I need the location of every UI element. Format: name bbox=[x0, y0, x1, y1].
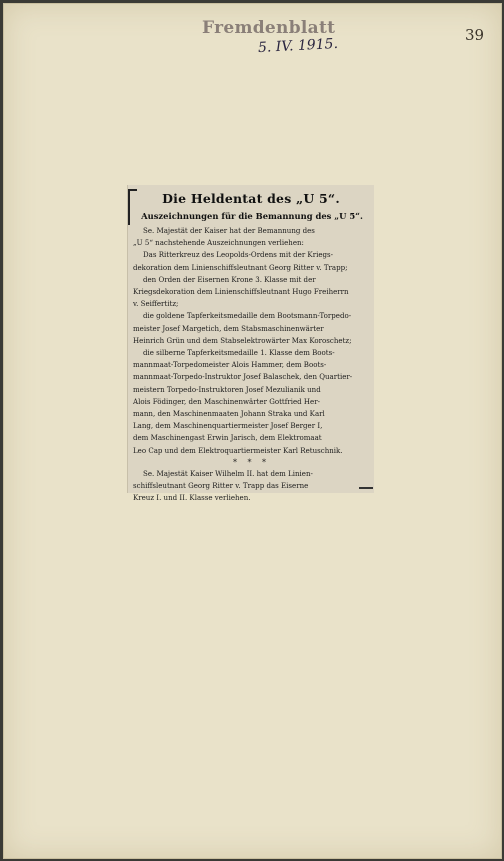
article-line: den Orden der Eisernen Krone 3. Klasse mit der bbox=[143, 274, 316, 284]
handwritten-date: 5. IV. 1915. bbox=[257, 35, 339, 57]
article-headline: Die Heldentat des „U 5“. bbox=[162, 191, 340, 206]
article-line: die goldene Tapferkeitsmedaille dem Bootsmann-Torpedo- bbox=[143, 311, 352, 321]
article-line: dekoration dem Linienschiffsleutnant Georg Ritter v. Trapp; bbox=[133, 262, 348, 272]
article-line: die silberne Tapferkeitsmedaille 1. Klasse dem Boots- bbox=[143, 348, 335, 358]
article-line: Lang, dem Maschinenquartiermeister Josef Berger I, bbox=[133, 421, 323, 431]
article-line: meistern Torpedo-Instruktoren Josef Mezulianik und bbox=[133, 384, 321, 394]
page-number: 39 bbox=[465, 26, 485, 44]
article-line: Kriegsdekoration dem Linienschiffsleutnant Hugo Freiherrn bbox=[133, 287, 349, 297]
article-line: Das Ritterkreuz des Leopolds-Ordens mit der Kriegs- bbox=[143, 250, 334, 260]
article-line: schiffsleutnant Georg Ritter v. Trapp das Eiserne bbox=[133, 481, 309, 491]
article-line: mannmaat-Torpedo-Instruktor Josef Balaschek, den Quartier- bbox=[133, 372, 353, 382]
article-subheadline: Auszeichnungen für die Bemannung des „U 5“. bbox=[141, 211, 363, 221]
newspaper-name-stamp: Fremdenblatt bbox=[202, 18, 336, 38]
article-line: dem Maschinengast Erwin Jarisch, dem Elektromaat bbox=[133, 433, 322, 443]
article-line: Leo Cap und dem Elektroquartiermeister Karl Retuschnik. bbox=[133, 445, 343, 455]
article-line: mann, den Maschinenmaaten Johann Straka und Karl bbox=[133, 409, 325, 419]
archive-page bbox=[3, 3, 502, 859]
end-rule bbox=[359, 487, 373, 489]
section-separator: * * * bbox=[232, 457, 271, 467]
article-line: Se. Majestät Kaiser Wilhelm II. hat dem Linien- bbox=[143, 468, 313, 478]
article-line: v. Seiffertitz; bbox=[133, 299, 179, 309]
article-line: Kreuz I. und II. Klasse verliehen. bbox=[133, 493, 251, 503]
article-line: mannmaat-Torpedomeister Alois Hammer, dem Boots- bbox=[133, 360, 327, 370]
article-line: Heinrich Grün und dem Stabselektrowärter Max Koroschetz; bbox=[133, 335, 352, 345]
article-line: Alois Födinger, den Maschinenwärter Gottfried Her- bbox=[133, 396, 320, 406]
newspaper-clipping bbox=[127, 185, 374, 503]
article-line: „U 5“ nachstehende Auszeichnungen verliehen: bbox=[133, 238, 304, 248]
article-line: meister Josef Margetich, dem Stabsmaschinenwärter bbox=[133, 323, 324, 333]
article-body bbox=[133, 225, 370, 504]
article-line: Se. Majestät der Kaiser hat der Bemannung des bbox=[143, 226, 315, 235]
